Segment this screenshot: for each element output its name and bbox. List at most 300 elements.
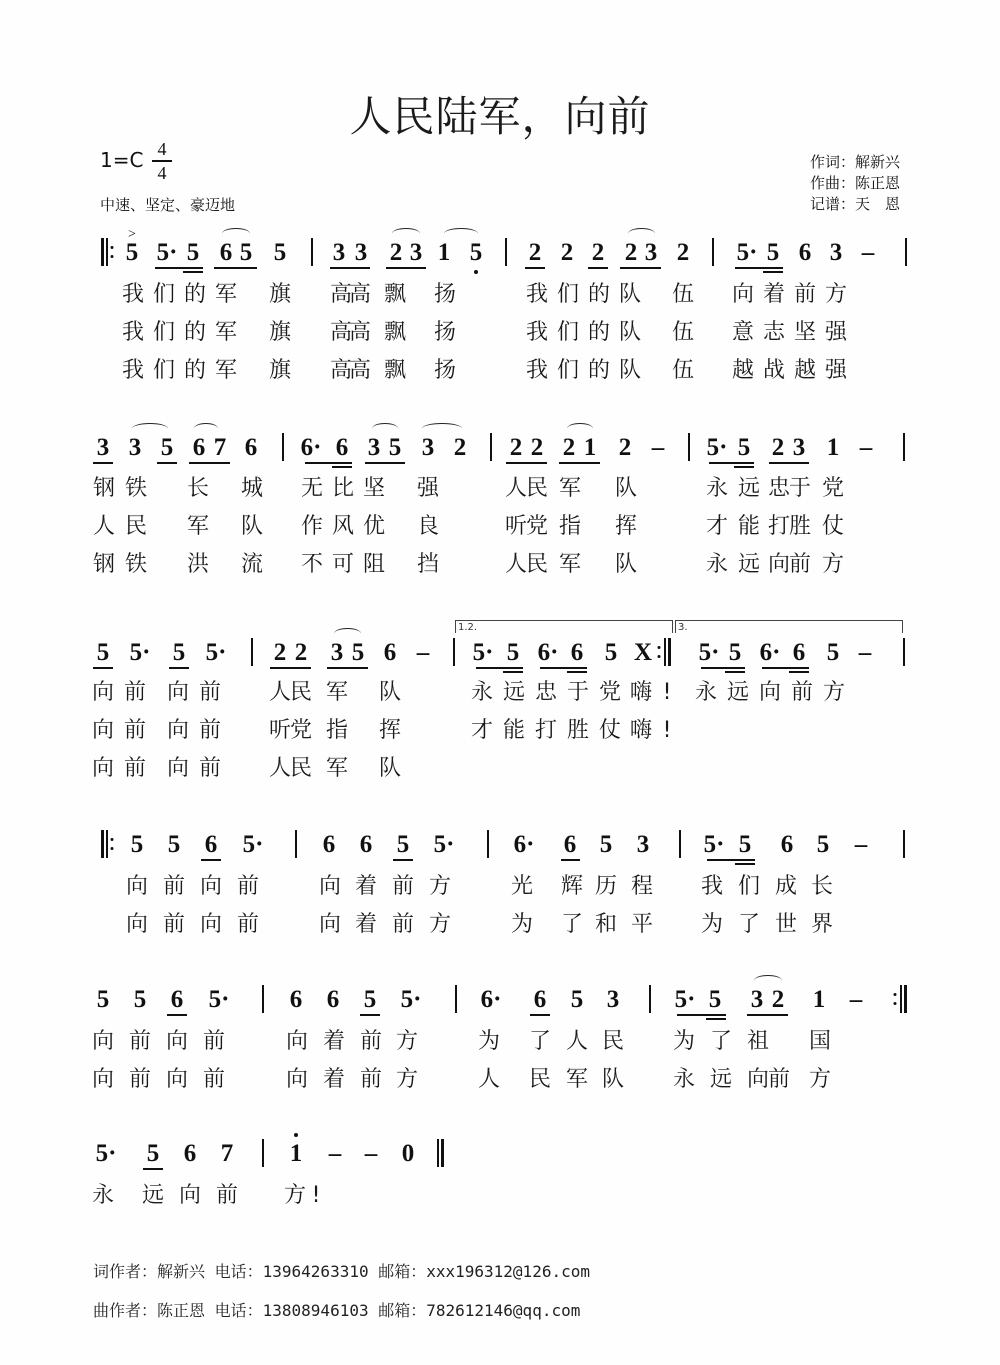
lyric-char: 向 [318,874,342,899]
lyric-char: 伍 [671,282,695,307]
lyric-char: 世 [774,912,798,937]
lyric-char: 飘 [383,282,407,307]
lyric-char: 的 [183,282,207,307]
lyric-char: 为 [700,912,724,937]
lyric-char: 党 [289,718,313,743]
note: 6 [219,239,233,266]
eighth-underline [588,267,608,269]
lyric-char: 强 [824,320,848,345]
note: 5· [433,831,455,858]
bar-line [903,830,905,858]
lyric-char: 意 [731,320,755,345]
lyric-char: 于 [788,476,812,501]
lyric-char: 方 [395,1029,419,1054]
note: 6 [570,639,584,666]
slur-arc [194,423,218,434]
lyric-char: 听 [504,514,528,539]
repeat-start-thick [101,238,104,266]
note: 6 [798,239,812,266]
lyric-char: 向 [125,874,149,899]
lyric-char: 队 [618,320,642,345]
note: 5· [736,239,758,266]
lyric-char: 高 [329,282,353,307]
lyric-char: 了 [528,1029,552,1054]
note: 5 [239,239,253,266]
lyric-char: 为 [510,912,534,937]
lyric-char: 城 [240,476,264,501]
lyric-char: 强 [824,358,848,383]
lyric-char: 比 [331,476,355,501]
note: 2 [618,434,632,461]
lyric-char: 挥 [614,514,638,539]
lyric-char: 辉 [560,874,584,899]
bar-line [282,433,284,461]
lyric-char: 们 [152,358,176,383]
eighth-underline [330,267,370,269]
lyric-char: 坚 [362,476,386,501]
bar-line [487,830,489,858]
lyric-char: 前 [793,282,817,307]
volta-label: 3. [678,622,688,633]
lyric-char: 坚 [793,320,817,345]
note: 7 [220,1140,234,1167]
lyric-char: 向 [178,1183,202,1208]
lyric-char: 向 [166,756,190,781]
bar-line [311,238,313,266]
slur-arc [754,975,782,986]
lyric-char: 远 [726,680,750,705]
eighth-underline [270,667,311,669]
composer-credit: 作曲：陈正恩 [809,174,900,192]
lyric-char: 光 [510,874,534,899]
lyric-char: 前 [162,874,186,899]
song-title: 人民陆军，向前 [349,92,651,141]
note: 5· [674,986,696,1013]
slur-arc [444,228,478,239]
note: 6 [780,831,794,858]
note: 6 [322,831,336,858]
lyric-char: 忠 [767,476,791,501]
lyric-char: 高 [329,320,353,345]
lyric-char: 旗 [268,282,292,307]
repeat-dot [894,1002,897,1005]
note: 3 [421,434,435,461]
note: 2 [560,239,574,266]
composer-contact: 曲作者：陈正恩 电话：13808946103 邮箱：782612146@qq.com [93,1301,581,1320]
slur-arc [392,228,420,239]
lyric-char: 向 [731,282,755,307]
bar-line [251,638,253,666]
lyric-char: 向 [166,680,190,705]
lyric-char: 人 [504,476,528,501]
fraction-bar [152,160,172,162]
lyric-char: 向 [91,1067,115,1092]
lyric-char: 飘 [383,358,407,383]
lyric-char: 远 [737,552,761,577]
note: 5 [363,986,377,1013]
note: 3 [409,239,423,266]
note: 3 [606,986,620,1013]
lyric-char: 向 [165,1029,189,1054]
eighth-underline [709,462,754,464]
note: 0 [401,1140,415,1167]
note: 5 [737,434,751,461]
sixteenth-underline [734,466,754,468]
note: 3 [330,639,344,666]
note: 6 [792,639,806,666]
repeat-end-thick [668,638,671,666]
lyric-char: 我 [121,320,145,345]
eighth-underline [677,1014,726,1016]
note: 1 [437,239,451,266]
eighth-underline [559,462,600,464]
note: 5 [766,239,780,266]
note: – [849,986,863,1013]
lyric-char: 战 [762,358,786,383]
lyric-char: 挥 [378,718,402,743]
lyric-char: 队 [378,756,402,781]
note: 5 [96,986,110,1013]
eighth-underline [476,667,523,669]
bar-line [490,433,492,461]
lyric-char: 钢 [92,552,116,577]
lyric-char: 永 [694,680,718,705]
note: 5 [469,239,483,266]
repeat-start-thin [106,830,108,858]
lyric-char: 我 [700,874,724,899]
bar-line [262,985,264,1013]
lyric-char: 能 [737,514,761,539]
slur-arc [132,423,168,434]
lyric-char: 的 [183,320,207,345]
lyric-char: 军 [214,282,238,307]
lyric-char: 队 [614,476,638,501]
lyric-char: 党 [821,476,845,501]
lyric-char: 阻 [362,552,386,577]
lyric-char: 胜 [566,718,590,743]
note: 5 [167,831,181,858]
lyric-char: 军 [214,358,238,383]
lyric-char: 们 [737,874,761,899]
lyric-char: 我 [525,282,549,307]
final-bar-thick [441,1139,444,1167]
note: 5· [400,986,422,1013]
lyric-char: 们 [556,358,580,383]
note: 5· [703,831,725,858]
lyric-char: 方 [283,1183,307,1208]
note: 1 [826,434,840,461]
lyric-char: 远 [141,1183,165,1208]
lyric-char: 向 [91,680,115,705]
sixteenth-underline [789,671,809,673]
eighth-underline [155,267,203,269]
sixteenth-underline [503,671,523,673]
note: 3 [96,434,110,461]
lyric-char: 着 [354,874,378,899]
repeat-dot [111,847,114,850]
lyric-char: 方 [821,552,845,577]
bar-line [453,638,455,666]
lyric-char: 民 [289,680,313,705]
lyric-char: 伍 [671,358,695,383]
lyric-char: 方 [824,282,848,307]
tempo-marking: 中速、坚定、豪迈地 [100,196,236,214]
lyric-char: 前 [391,874,415,899]
note: 5· [706,434,728,461]
lyric-char: 长 [810,874,834,899]
lyric-char: 军 [565,1067,589,1092]
lyric-char: 扬 [433,320,457,345]
note: 2 [771,434,785,461]
lyric-char: 高 [348,358,372,383]
lyric-char: 胜 [788,514,812,539]
lyric-char: 了 [737,912,761,937]
lyric-char: 强 [416,476,440,501]
lyric-char: 无 [300,476,324,501]
lyric-char: 指 [325,718,349,743]
lyric-char: 前 [790,680,814,705]
note: 6 [383,639,397,666]
bar-line [903,638,905,666]
time-signature [152,140,172,182]
lyric-char: 长 [186,476,210,501]
lyric-char: 嗨 [629,680,653,705]
lyric-char: 远 [502,680,526,705]
lyric-char: 高 [329,358,353,383]
repeat-end-thick [904,985,907,1013]
lyric-char: 可 [331,552,355,577]
note: – [859,434,873,461]
note: 3 [128,434,142,461]
eighth-underline [157,462,177,464]
lyric-char: 军 [558,476,582,501]
lyric-char: 队 [618,358,642,383]
lyric-char: 祖 [746,1029,770,1054]
eighth-underline [701,667,745,669]
note: 6 [183,1140,197,1167]
lyric-char: 打 [534,718,558,743]
lyric-char: 向 [318,912,342,937]
lyric-char: 队 [240,514,264,539]
lyric-char: 为 [672,1029,696,1054]
note: 5 [96,639,110,666]
eighth-underline [393,859,413,861]
lyric-char: ! [311,1183,321,1208]
volta-bracket [455,620,673,633]
lyric-char: 为 [477,1029,501,1054]
eighth-underline [530,1014,550,1016]
repeat-end-thin [664,638,666,666]
note: 5 [172,639,186,666]
repeat-dot [111,838,114,841]
lyric-char: 和 [594,912,618,937]
lyric-char: 永 [705,552,729,577]
lyric-char: 向 [285,1029,309,1054]
lyric-char: 队 [614,552,638,577]
repeat-start-thin [106,238,108,266]
lyricist-credit: 作词：解新兴 [809,153,900,171]
eighth-underline [525,267,545,269]
note: 5· [95,1140,117,1167]
eighth-underline [93,667,113,669]
eighth-underline [735,267,783,269]
lyric-char: 着 [762,282,786,307]
lyric-char: 前 [767,1067,791,1092]
eighth-underline [305,462,352,464]
note: 2 [294,639,308,666]
repeat-dot [658,646,661,649]
note: 2 [771,986,785,1013]
lyric-char: 旗 [268,320,292,345]
lyric-char: 着 [322,1029,346,1054]
lyric-char: 人 [565,1029,589,1054]
lyric-char: 着 [354,912,378,937]
lyric-char: 军 [325,756,349,781]
lyric-char: 向 [767,552,791,577]
note: 2 [624,239,638,266]
note: 5 [125,239,139,266]
lyric-char: 向 [285,1067,309,1092]
lyric-char: 人 [268,756,292,781]
lyric-char: 志 [762,320,786,345]
lyric-char: 忠 [534,680,558,705]
lyric-char: 平 [630,912,654,937]
lyric-char: 前 [215,1183,239,1208]
note: 6 [192,434,206,461]
lyricist-contact: 词作者：解新兴 电话：13964263310 邮箱：xxx196312@126.com [93,1262,590,1281]
lyric-char: 扬 [433,358,457,383]
bar-line [903,433,905,461]
note: 5 [570,986,584,1013]
bar-line [295,830,297,858]
lyric-char: 的 [587,282,611,307]
lyric-char: 界 [810,912,834,937]
lyric-char: 越 [793,358,817,383]
eighth-underline [167,1014,187,1016]
lyric-char: ! [662,718,672,743]
sixteenth-underline [706,1018,726,1020]
lyric-char: 作 [300,514,324,539]
note: 5 [351,639,365,666]
lyric-char: 高 [348,282,372,307]
lyric-char: 国 [808,1029,832,1054]
sixteenth-underline [332,466,352,468]
lyric-char: 人 [477,1067,501,1092]
lyric-char: 成 [774,874,798,899]
note: 5 [604,639,618,666]
lyric-char: 方 [428,912,452,937]
note: 5 [160,434,174,461]
note: 2 [530,434,544,461]
lyric-char: 方 [428,874,452,899]
note: – [416,639,430,666]
note: 5 [186,239,200,266]
note: 6 [563,831,577,858]
lyric-char: 永 [672,1067,696,1092]
lyric-char: 才 [705,514,729,539]
time-signature-top: 4 [157,139,167,159]
lyric-char: 洪 [186,552,210,577]
repeat-end-thin [900,985,902,1013]
note: 2 [676,239,690,266]
eighth-underline [561,859,580,861]
note: 2 [528,239,542,266]
note: 6 [170,986,184,1013]
note: 5· [156,239,178,266]
note: 1 [289,1140,303,1167]
eighth-underline [169,667,189,669]
eighth-underline [386,267,426,269]
note: 5· [242,831,264,858]
repeat-dot [658,655,661,658]
bar-line [455,985,457,1013]
note: 5· [698,639,720,666]
note: 2 [562,434,576,461]
note: 3 [792,434,806,461]
lyric-char: 的 [587,358,611,383]
bar-line [679,830,681,858]
lyric-char: 向 [91,1029,115,1054]
lyric-char: 永 [470,680,494,705]
lyric-char: 远 [737,476,761,501]
lyric-char: 扬 [433,282,457,307]
lyric-char: 不 [300,552,324,577]
lyric-char: 飘 [383,320,407,345]
volta-label: 1.2. [458,622,478,633]
eighth-underline [540,667,587,669]
lyric-char: 向 [165,1067,189,1092]
lyric-char: 前 [198,718,222,743]
lyric-char: 人 [268,680,292,705]
note: 6· [759,639,781,666]
credits-block [810,152,900,215]
lyric-char: 远 [709,1067,733,1092]
note: 6· [537,639,559,666]
note: – [861,239,875,266]
lyric-char: 的 [587,320,611,345]
lyric-char: 我 [121,282,145,307]
bar-line [688,433,690,461]
lyric-char: 前 [162,912,186,937]
lyric-char: 永 [91,1183,115,1208]
note: 5 [708,986,722,1013]
sixteenth-underline [567,671,587,673]
lyric-char: 伍 [671,320,695,345]
slur-arc [567,423,593,434]
lyric-char: 风 [331,514,355,539]
lyric-char: 人 [504,552,528,577]
eighth-underline [762,667,809,669]
transcriber-credit: 记谱：天 恩 [809,195,900,213]
lyric-char: 军 [325,680,349,705]
lyric-char: 们 [152,282,176,307]
lyric-char: 队 [378,680,402,705]
lyric-char: 前 [198,756,222,781]
lyric-char: 良 [416,514,440,539]
note: 6 [289,986,303,1013]
lyric-char: 才 [470,718,494,743]
lyric-char: 铁 [124,476,148,501]
bar-line [505,238,507,266]
slur-arc [422,423,462,434]
note: – [651,434,665,461]
note: X [633,639,653,666]
note: 5 [826,639,840,666]
eighth-underline [620,267,661,269]
bar-line [649,985,651,1013]
lyric-char: 前 [359,1029,383,1054]
lyric-char: 前 [128,1067,152,1092]
